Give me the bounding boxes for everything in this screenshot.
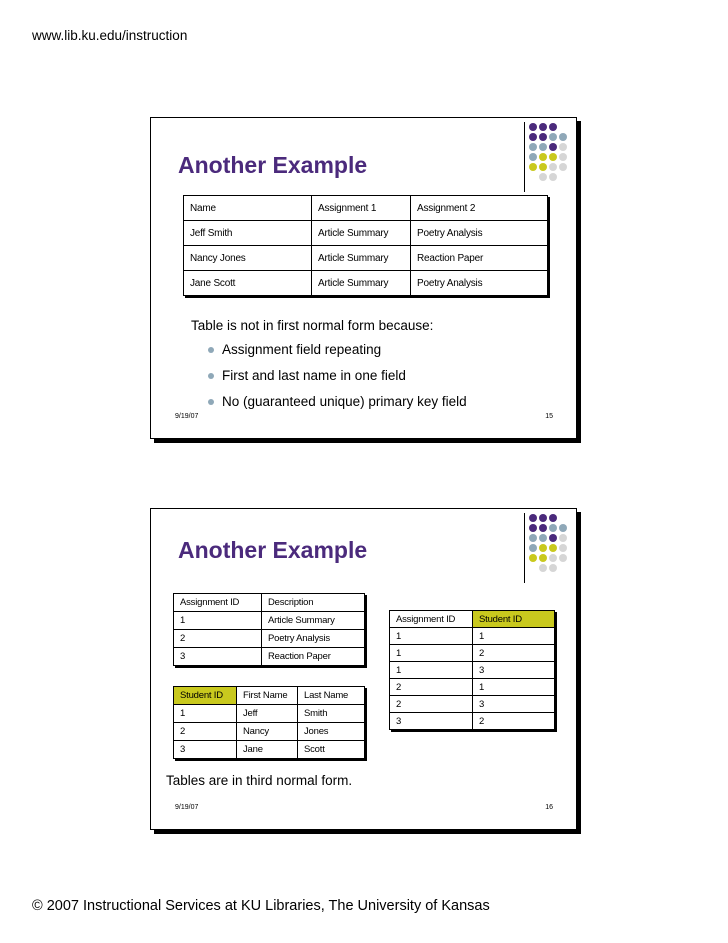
decor-dot	[549, 133, 557, 141]
copyright-footer: © 2007 Instructional Services at KU Libraries, The University of Kansas	[32, 898, 490, 914]
bullet-icon	[208, 399, 214, 405]
table-row	[390, 696, 555, 713]
table-header-cell: Assignment 2	[411, 196, 548, 221]
table-row	[390, 645, 555, 662]
decor-dot	[529, 123, 537, 131]
decor-dot	[539, 173, 547, 181]
table-row	[390, 713, 555, 730]
table-cell: Article Summary	[312, 271, 411, 296]
table-cell: Jane	[237, 741, 298, 759]
table-row	[390, 628, 555, 645]
list-item	[206, 394, 467, 420]
table-header-cell: Assignment ID	[390, 611, 473, 628]
table-row	[184, 221, 548, 246]
table-header-row	[390, 611, 555, 628]
table-cell: Reaction Paper	[262, 648, 365, 666]
decor-dot	[529, 153, 537, 161]
decor-dot-grid-icon	[529, 514, 571, 576]
decor-dot	[559, 544, 567, 552]
table-cell: 1	[174, 612, 262, 630]
slide-body-text: Table is not in first normal form because:	[191, 318, 434, 333]
assignment-student-table	[389, 610, 555, 730]
table-header-cell: Assignment ID	[174, 594, 262, 612]
table-cell: Article Summary	[262, 612, 365, 630]
table-row	[184, 246, 548, 271]
table-header-cell: Description	[262, 594, 365, 612]
table-cell: 2	[174, 723, 237, 741]
table-cell: 2	[473, 645, 555, 662]
table-row	[174, 648, 365, 666]
decor-dot	[529, 163, 537, 171]
source-url: www.lib.ku.edu/instruction	[32, 28, 188, 43]
table-row	[174, 630, 365, 648]
table-cell: Jeff Smith	[184, 221, 312, 246]
table-row	[174, 612, 365, 630]
list-item-text: Assignment field repeating	[222, 342, 382, 357]
table-cell: Article Summary	[312, 246, 411, 271]
table-cell: 3	[174, 741, 237, 759]
table-cell: Smith	[298, 705, 365, 723]
decor-divider	[524, 122, 525, 192]
decor-dot	[559, 133, 567, 141]
table-cell: Jeff	[237, 705, 298, 723]
decor-dot	[549, 163, 557, 171]
table-cell: 1	[473, 628, 555, 645]
table-header-cell: First Name	[237, 687, 298, 705]
table-row	[174, 741, 365, 759]
slide-caption: Tables are in third normal form.	[166, 773, 353, 788]
decor-dot	[529, 143, 537, 151]
decor-dot	[539, 544, 547, 552]
table-cell: 2	[174, 630, 262, 648]
decor-dot	[539, 163, 547, 171]
decor-dot	[529, 514, 537, 522]
slide-date: 9/19/07	[175, 413, 199, 420]
decor-dot	[559, 153, 567, 161]
decor-dot	[549, 173, 557, 181]
table-cell: Poetry Analysis	[411, 271, 548, 296]
table-cell: 3	[390, 713, 473, 730]
table-cell: Nancy Jones	[184, 246, 312, 271]
table-header-cell: Assignment 1	[312, 196, 411, 221]
decor-dot	[559, 524, 567, 532]
decor-dot	[539, 514, 547, 522]
table-cell: 3	[473, 696, 555, 713]
students-table	[173, 686, 365, 759]
decor-dot	[529, 133, 537, 141]
table-row	[174, 705, 365, 723]
decor-dot	[559, 163, 567, 171]
slide-date: 9/19/07	[175, 804, 199, 811]
decor-dot	[549, 564, 557, 572]
table-header-cell: Name	[184, 196, 312, 221]
decor-dot	[539, 554, 547, 562]
table-cell: Reaction Paper	[411, 246, 548, 271]
table-header-row	[184, 196, 548, 221]
decor-dot	[549, 544, 557, 552]
assignments-table	[173, 593, 365, 666]
decor-dot	[529, 544, 537, 552]
table-cell: 2	[473, 713, 555, 730]
table-cell: Poetry Analysis	[262, 630, 365, 648]
table-cell: 2	[390, 679, 473, 696]
table-cell: Nancy	[237, 723, 298, 741]
slide-15	[150, 117, 577, 439]
bullet-icon	[208, 373, 214, 379]
decor-dot	[559, 143, 567, 151]
table-cell: Jane Scott	[184, 271, 312, 296]
table-header-cell: Last Name	[298, 687, 365, 705]
table-cell: Article Summary	[312, 221, 411, 246]
list-item-text: No (guaranteed unique) primary key field	[222, 394, 467, 409]
decor-dot	[539, 564, 547, 572]
list-item	[206, 368, 467, 394]
decor-dot-grid-icon	[529, 123, 571, 185]
table-row	[390, 679, 555, 696]
table-header-row	[174, 594, 365, 612]
decor-dot	[549, 143, 557, 151]
table-cell: 2	[390, 696, 473, 713]
decor-dot	[549, 514, 557, 522]
table-cell: 1	[390, 662, 473, 679]
slide-number: 16	[545, 804, 553, 811]
decor-dot	[549, 554, 557, 562]
decor-dot	[549, 524, 557, 532]
table-header-row	[174, 687, 365, 705]
decor-dot	[549, 534, 557, 542]
table-cell: 1	[473, 679, 555, 696]
bullet-icon	[208, 347, 214, 353]
table-cell: 1	[390, 628, 473, 645]
decor-divider	[524, 513, 525, 583]
decor-dot	[529, 554, 537, 562]
reason-list	[206, 342, 467, 420]
list-item-text: First and last name in one field	[222, 368, 406, 383]
decor-dot	[529, 524, 537, 532]
decor-dot	[539, 524, 547, 532]
table-cell: 3	[473, 662, 555, 679]
decor-dot	[539, 143, 547, 151]
table-row	[184, 271, 548, 296]
decor-dot	[539, 153, 547, 161]
slide-title: Another Example	[178, 537, 368, 563]
decor-dot	[539, 133, 547, 141]
slide-title: Another Example	[178, 152, 368, 178]
table-row	[390, 662, 555, 679]
table-cell: Jones	[298, 723, 365, 741]
list-item	[206, 342, 467, 368]
slide-16	[150, 508, 577, 830]
table-cell: 1	[174, 705, 237, 723]
slide-number: 15	[545, 413, 553, 420]
table-row	[174, 723, 365, 741]
decor-dot	[549, 123, 557, 131]
table-header-cell-highlighted: Student ID	[174, 687, 237, 705]
table-cell: Scott	[298, 741, 365, 759]
table-cell: Poetry Analysis	[411, 221, 548, 246]
table-cell: 3	[174, 648, 262, 666]
decor-dot	[539, 534, 547, 542]
table-header-cell-highlighted: Student ID	[473, 611, 555, 628]
decor-dot	[529, 534, 537, 542]
decor-dot	[559, 534, 567, 542]
table-cell: 1	[390, 645, 473, 662]
decor-dot	[549, 153, 557, 161]
decor-dot	[559, 554, 567, 562]
decor-dot	[539, 123, 547, 131]
unnormalized-table	[183, 195, 548, 296]
